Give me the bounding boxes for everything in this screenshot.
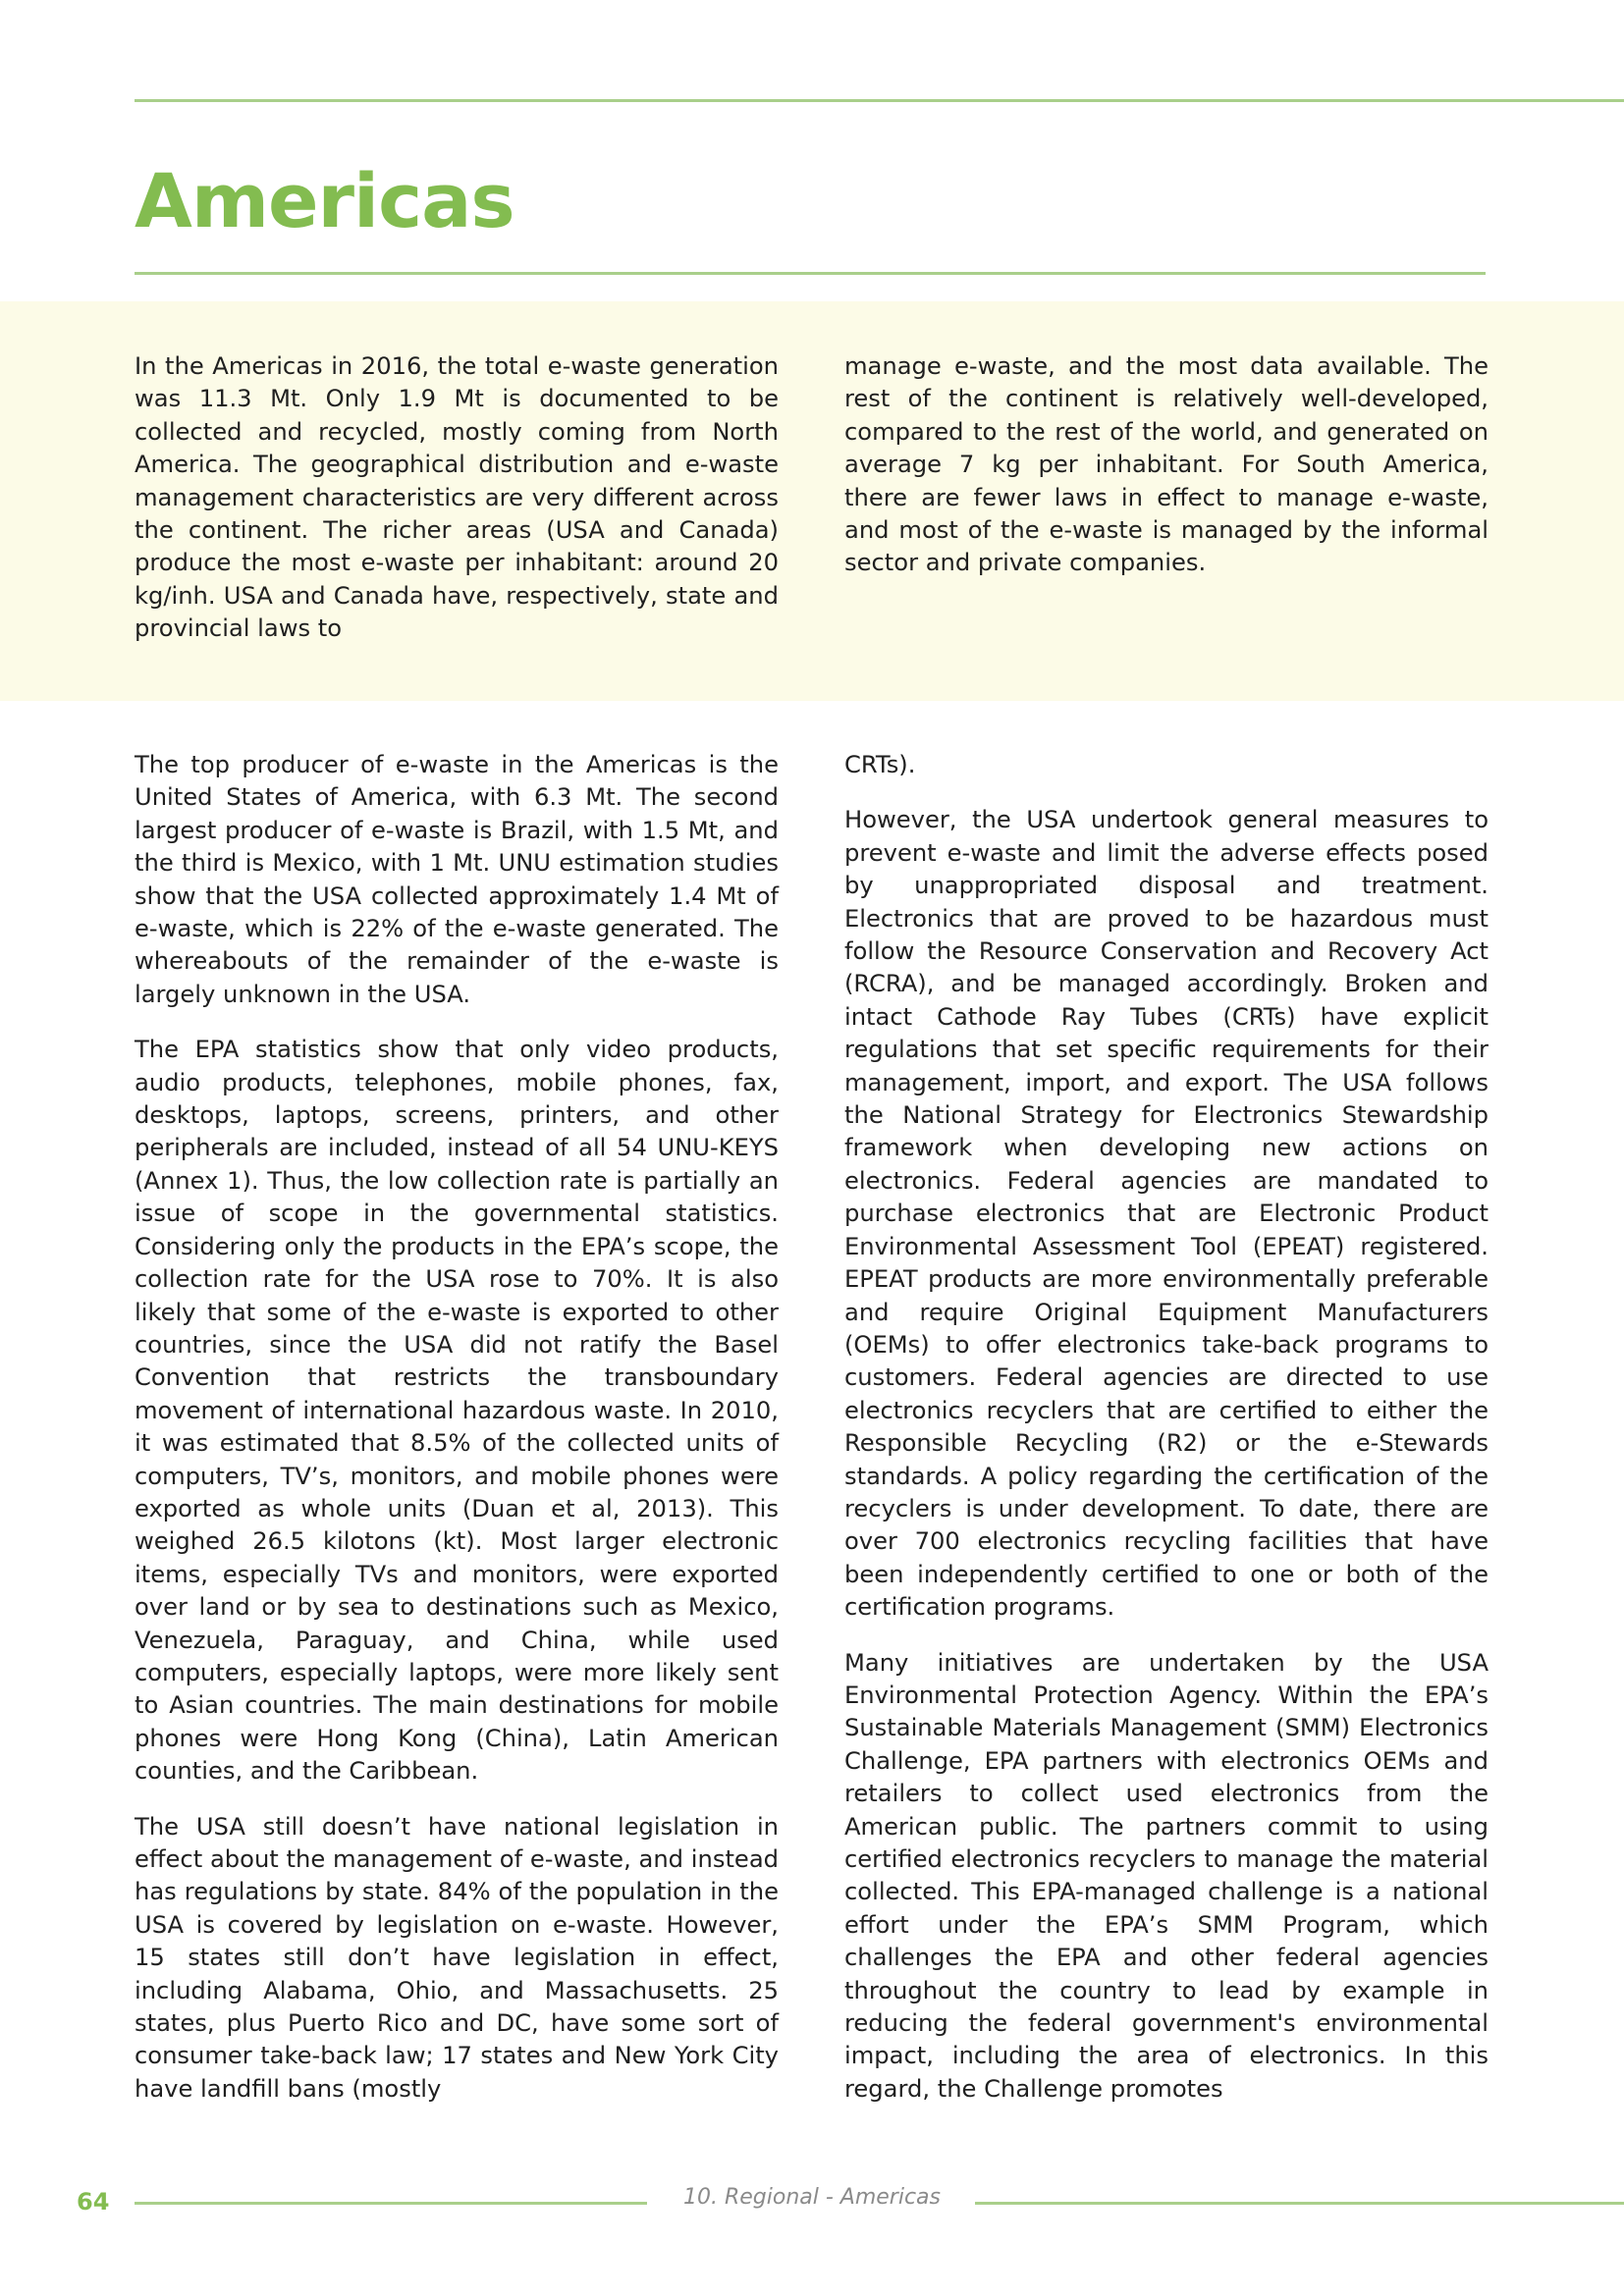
body-column-right — [844, 749, 1489, 2128]
body-paragraph: CRTs). — [844, 751, 916, 778]
intro-column-left — [135, 350, 779, 668]
body-paragraph: Many initiatives are undertaken by the USA Environmental Protection Agency. Within the EPA’s Sustainable Materials Management (SMM) Electronics Challenge, EPA partners with electronics OEMs and retailers to collect used electronics from the American public. The partners commit to using certified electronics recyclers to manage the material collected. This EPA-managed challenge is a national effort under the EPA’s SMM Program, which challenges the EPA and other federal agencies throughout the country to lead by example in reducing the federal government's environmental impact, including the area of electronics. In this regard, the Challenge promotes — [844, 1648, 1489, 2103]
page-number: 64 — [77, 2188, 110, 2216]
title-underline — [135, 272, 1486, 275]
body-paragraph: The USA still doesn’t have national legislation in effect about the management of e-waste, and instead has regulations by state. 84% of the population in the USA is covered by legislation on e-waste. However, 15 states still don’t have legislation in effect, including Alabama, Ohio, and Massachusetts. 25 states, plus Puerto Rico and DC, have some sort of consumer take-back law; 17 states and New York City have landfill bans (mostly — [135, 1812, 779, 2103]
intro-paragraph: manage e-waste, and the most data available. The rest of the continent is relatively well-developed, compared to the rest of the world, and generated on average 7 kg per inhabitant. For South America, there are fewer laws in effect to manage e-waste, and most of the e-waste is managed by the informal sector and private companies. — [844, 352, 1489, 577]
body-paragraph: However, the USA undertook general measures to prevent e-waste and limit the adverse effects posed by unappropriated disposal and treatment. Electronics that are proved to be hazardous must follow the Resource Conservation and Recovery Act (RCRA), and be managed accordingly. Broken and intact Cathode Ray Tubes (CRTs) have explicit regulations that set specific requirements for their management, import, and export. The USA follows the National Strategy for Electronics Stewardship framework when developing new actions on electronics. Federal agencies are mandated to purchase electronics that are Electronic Product Environmental Assessment Tool (EPEAT) registered. EPEAT products are more environmentally preferable and require Original Equipment Manufacturers (OEMs) to offer electronics take-back programs to customers. Federal agencies are directed to use electronics recyclers that are certified to either the Responsible Recycling (R2) or the e-Stewards standards. A policy regarding the certification of the recyclers is under development. To date, there are over 700 electronics recycling facilities that have been independently certified to one or both of the certification programs. — [844, 806, 1489, 1622]
body-column-left — [135, 749, 779, 2128]
page-title: Americas — [135, 157, 514, 244]
top-divider — [135, 99, 1624, 102]
footer-divider-left — [135, 2202, 647, 2205]
body-paragraph: The top producer of e-waste in the Americas is the United States of America, with 6.3 Mt. The second largest producer of e-waste is Brazil, with 1.5 Mt, and the third is Mexico, with 1 Mt. UNU estimation studies show that the USA collected approximately 1.4 Mt of e-waste, which is 22% of the e-waste generated. The whereabouts of the remainder of the e-waste is largely unknown in the USA. — [135, 751, 779, 1008]
body-paragraph: The EPA statistics show that only video products, audio products, telephones, mobile phones, fax, desktops, laptops, screens, printers, and other peripherals are included, instead of all 54 UNU-KEYS (Annex 1). Thus, the low collection rate is partially an issue of scope in the governmental statistics. Considering only the products in the EPA’s scope, the collection rate for the USA rose to 70%. It is also likely that some of the e-waste is exported to other countries, since the USA did not ratify the Basel Convention that restricts the transboundary movement of international hazardous waste. In 2010, it was estimated that 8.5% of the collected units of computers, TV’s, monitors, and mobile phones were exported as whole units (Duan et al, 2013). This weighed 26.5 kilotons (kt). Most larger electronic items, especially TVs and monitors, were exported over land or by sea to destinations such as Mexico, Venezuela, Paraguay, and China, while used computers, especially laptops, were more likely sent to Asian countries. The main destinations for mobile phones were Hong Kong (China), Latin American counties, and the Caribbean. — [135, 1036, 779, 1786]
running-footer: 10. Regional - Americas — [682, 2185, 941, 2210]
intro-column-right — [844, 350, 1489, 603]
footer-divider-right — [975, 2202, 1624, 2205]
intro-paragraph: In the Americas in 2016, the total e-waste generation was 11.3 Mt. Only 1.9 Mt is documented to be collected and recycled, mostly coming from North America. The geographical distribution and e-waste management characteristics are very different across the continent. The richer areas (USA and Canada) produce the most e-waste per inhabitant: around 20 kg/inh. USA and Canada have, respectively, state and provincial laws to — [135, 352, 779, 643]
